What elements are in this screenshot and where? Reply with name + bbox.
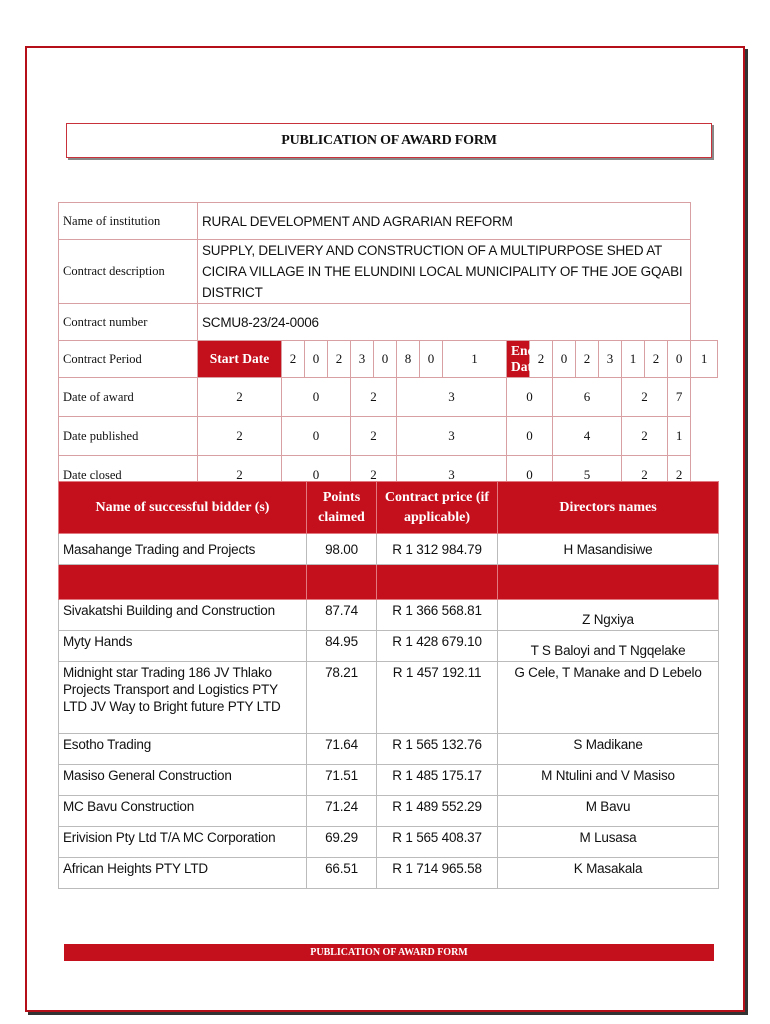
table-row	[59, 600, 719, 631]
bidder-name: Esotho Trading	[59, 734, 307, 765]
number-value: SCMU8-23/24-0006	[198, 304, 691, 341]
date-digit: 2	[198, 456, 282, 495]
table-row	[59, 662, 719, 734]
bidder-name: Masiso General Construction	[59, 765, 307, 796]
date-digit: 0	[507, 456, 553, 495]
directors-header: Directors names	[498, 482, 719, 534]
winner-name: Masahange Trading and Projects	[59, 534, 307, 565]
start-digit: 0	[305, 341, 328, 378]
date-digit: 0	[507, 417, 553, 456]
start-digit: 3	[351, 341, 374, 378]
period-label: Contract Period	[59, 341, 198, 378]
period-row	[59, 341, 718, 378]
date-digit: 2	[668, 456, 691, 495]
bidder-name: Sivakatshi Building and Construction	[59, 600, 307, 631]
bidder-directors: Z Ngxiya	[498, 600, 719, 631]
winner-row	[59, 534, 719, 565]
bidder-points: 66.51	[307, 858, 377, 889]
bidder-name: African Heights PTY LTD	[59, 858, 307, 889]
form-title: PUBLICATION OF AWARD FORM	[66, 123, 712, 158]
table-row	[59, 765, 719, 796]
bidder-price: R 1 428 679.10	[377, 631, 498, 662]
institution-label: Name of institution	[59, 203, 198, 240]
bidder-points: 87.74	[307, 600, 377, 631]
bidder-directors: K Masakala	[498, 858, 719, 889]
bidder-directors: S Madikane	[498, 734, 719, 765]
bidder-price: R 1 565 132.76	[377, 734, 498, 765]
end-digit: 0	[553, 341, 576, 378]
date-digit: 0	[282, 378, 351, 417]
date-digit: 1	[668, 417, 691, 456]
date-digit: 0	[282, 417, 351, 456]
date-digit: 2	[351, 417, 397, 456]
bidder-points: 71.51	[307, 765, 377, 796]
end-date-label: End Date	[507, 341, 530, 378]
winner-directors: H Masandisiwe	[498, 534, 719, 565]
bidder-directors: M Bavu	[498, 796, 719, 827]
end-digit: 3	[599, 341, 622, 378]
price-header: Contract price (if applicable)	[377, 482, 498, 534]
bidder-points: 71.64	[307, 734, 377, 765]
bidder-price: R 1 366 568.81	[377, 600, 498, 631]
bidders-header-row	[59, 482, 719, 534]
date-digit: 5	[553, 456, 622, 495]
bidder-name: Myty Hands	[59, 631, 307, 662]
bidder-price: R 1 714 965.58	[377, 858, 498, 889]
date-digit: 2	[351, 378, 397, 417]
bidder-name: Midnight star Trading 186 JV Thlako Projects Transport and Logistics PTY LTD JV Way to Bright future PTY LTD	[59, 662, 307, 734]
bidder-points: 78.21	[307, 662, 377, 734]
end-digit: 1	[622, 341, 645, 378]
date-digit: 2	[622, 456, 668, 495]
bidder-name: Erivision Pty Ltd T/A MC Corporation	[59, 827, 307, 858]
date-digit: 3	[397, 417, 507, 456]
start-digit: 2	[282, 341, 305, 378]
separator-row	[59, 565, 719, 600]
date-digit: 2	[198, 417, 282, 456]
date-digit: 0	[282, 456, 351, 495]
start-digit: 0	[374, 341, 397, 378]
bidder-name: MC Bavu Construction	[59, 796, 307, 827]
start-digit: 1	[443, 341, 507, 378]
date-digit: 0	[507, 378, 553, 417]
date-digit: 7	[668, 378, 691, 417]
start-date-label: Start Date	[198, 341, 282, 378]
date-digit: 2	[351, 456, 397, 495]
bidder-directors: M Lusasa	[498, 827, 719, 858]
bidder-directors: M Ntulini and V Masiso	[498, 765, 719, 796]
table-row	[59, 858, 719, 889]
institution-row	[59, 203, 718, 240]
start-digit: 2	[328, 341, 351, 378]
date-digit: 2	[198, 378, 282, 417]
bidder-directors: G Cele, T Manake and D Lebelo	[498, 662, 719, 734]
published-date-label: Date published	[59, 417, 198, 456]
bidder-price: R 1 565 408.37	[377, 827, 498, 858]
table-row	[59, 631, 719, 662]
bidder-directors: T S Baloyi and T Ngqelake	[498, 631, 719, 662]
description-label: Contract description	[59, 240, 198, 304]
table-row	[59, 827, 719, 858]
date-digit: 2	[622, 417, 668, 456]
end-digit: 2	[530, 341, 553, 378]
bidder-price: R 1 457 192.11	[377, 662, 498, 734]
date-digit: 6	[553, 378, 622, 417]
winner-price: R 1 312 984.79	[377, 534, 498, 565]
start-digit: 8	[397, 341, 420, 378]
bidder-price: R 1 489 552.29	[377, 796, 498, 827]
end-digit: 2	[576, 341, 599, 378]
contract-info-table	[58, 202, 718, 495]
date-digit: 3	[397, 378, 507, 417]
footer-bar: PUBLICATION OF AWARD FORM	[64, 944, 714, 961]
bidder-points: 71.24	[307, 796, 377, 827]
start-digit: 0	[420, 341, 443, 378]
end-digit: 2	[645, 341, 668, 378]
description-row	[59, 240, 718, 304]
description-value: SUPPLY, DELIVERY AND CONSTRUCTION OF A MULTIPURPOSE SHED AT CICIRA VILLAGE IN THE ELUNDINI LOCAL MUNICIPALITY OF THE JOE GQABI DISTRICT	[198, 240, 691, 304]
end-digit: 1	[691, 341, 718, 378]
bidder-points: 84.95	[307, 631, 377, 662]
institution-value: RURAL DEVELOPMENT AND AGRARIAN REFORM	[198, 203, 691, 240]
number-label: Contract number	[59, 304, 198, 341]
end-digit: 0	[668, 341, 691, 378]
date-digit: 4	[553, 417, 622, 456]
published-date-row	[59, 417, 718, 456]
date-digit: 2	[622, 378, 668, 417]
bidder-price: R 1 485 175.17	[377, 765, 498, 796]
points-header: Points claimed	[307, 482, 377, 534]
winner-points: 98.00	[307, 534, 377, 565]
table-row	[59, 796, 719, 827]
date-digit: 3	[397, 456, 507, 495]
number-row	[59, 304, 718, 341]
award-date-row	[59, 378, 718, 417]
bidder-header: Name of successful bidder (s)	[59, 482, 307, 534]
bidders-table	[58, 481, 719, 889]
bidder-points: 69.29	[307, 827, 377, 858]
closed-date-label: Date closed	[59, 456, 198, 495]
award-date-label: Date of award	[59, 378, 198, 417]
table-row	[59, 734, 719, 765]
